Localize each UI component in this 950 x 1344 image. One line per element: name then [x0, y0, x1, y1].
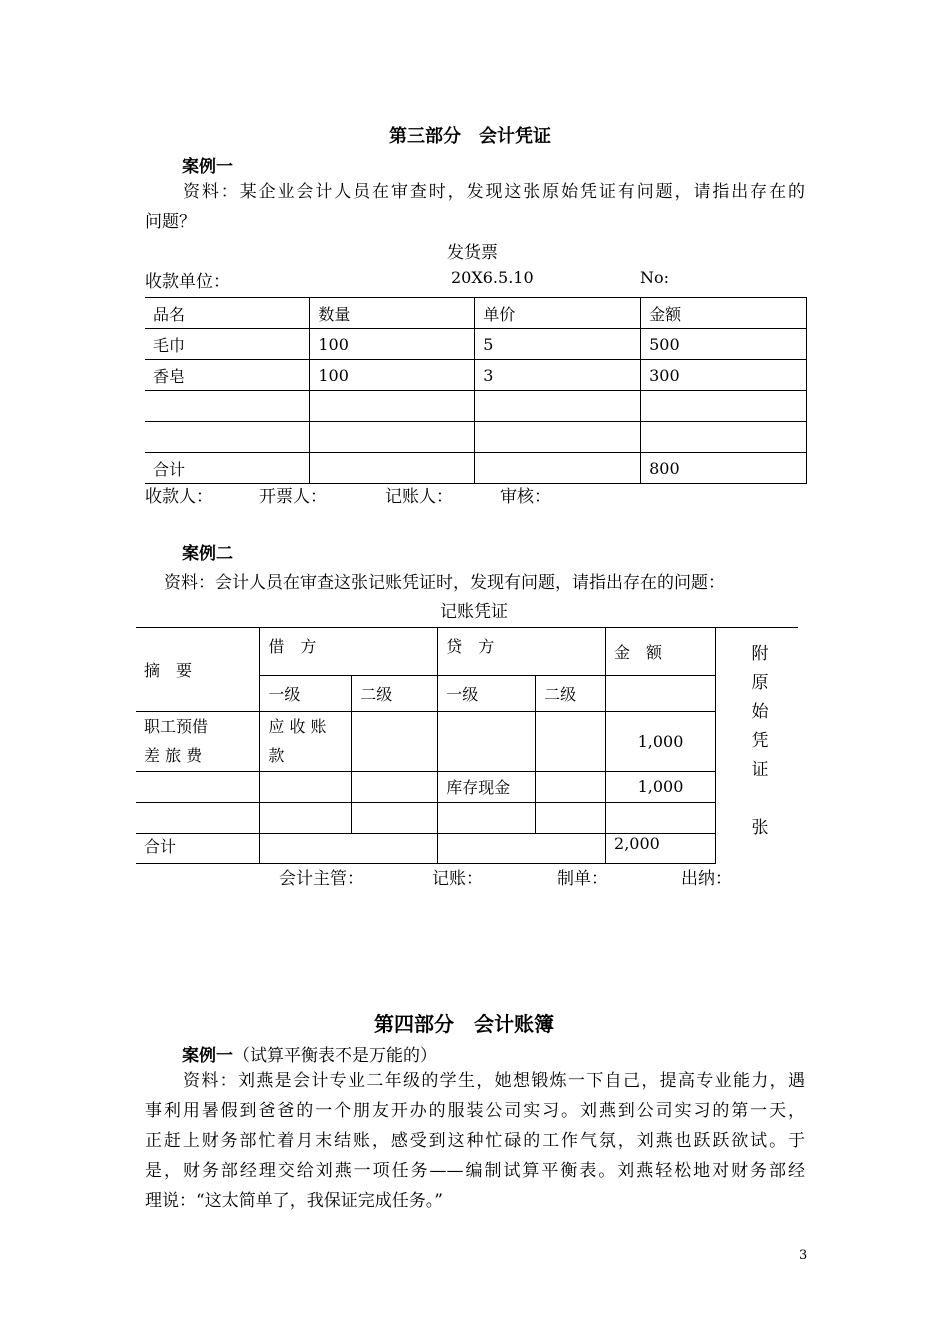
voucher-debit-line2: 款: [268, 746, 285, 765]
voucher-credit-cell: 库存现金: [438, 771, 536, 802]
voucher-debit-line1: 应 收 账: [268, 717, 327, 736]
voucher-credit-level2: 二级: [536, 675, 606, 711]
paragraph-line: 资料：刘燕是会计专业二年级的学生，她想锻炼一下自己，提高专业能力，遇: [183, 1071, 805, 1091]
invoice-cell: 5: [475, 329, 641, 360]
invoice-cell: [310, 391, 475, 422]
attach-char: 附: [751, 644, 769, 664]
invoice-title: 发货票: [447, 243, 498, 263]
attach-char: 证: [751, 760, 769, 780]
invoice-cell: 3: [475, 360, 641, 391]
paragraph-line: 正赶上财务部忙着月末结账，感受到这种忙碌的工作气氛，刘燕也跃跃欲试。于: [145, 1131, 805, 1151]
voucher-cell: [606, 802, 716, 833]
voucher-cell: [438, 711, 536, 771]
voucher-row: [136, 711, 716, 771]
invoice-cell: 300: [641, 360, 807, 391]
invoice-header-cell: 数量: [310, 298, 475, 329]
invoice-cell: [310, 422, 475, 453]
voucher-cell: [260, 771, 352, 802]
attach-char: 凭: [751, 731, 769, 751]
invoice-cell: [310, 453, 475, 484]
voucher-footer-bookkeeping: 记账：: [432, 869, 483, 889]
invoice-cell: 800: [641, 453, 807, 484]
voucher-cell: [536, 771, 606, 802]
part3-case1-label: 案例一: [182, 157, 233, 177]
invoice-footer-issuer: 开票人：: [259, 487, 327, 507]
invoice-cell: 500: [641, 329, 807, 360]
voucher-footer-cashier: 出纳：: [681, 869, 732, 889]
attach-char: 原: [751, 673, 769, 693]
voucher-amount-cell: 1,000: [606, 771, 716, 802]
part4-case1-heading: [182, 1041, 437, 1066]
voucher-cell: [260, 833, 438, 863]
part4-case1-label: 案例一: [182, 1046, 233, 1066]
paragraph-line: 事利用暑假到爸爸的一个朋友开办的服装公司实习。刘燕到公司实习的第一天，: [145, 1101, 805, 1121]
case1-desc-line1: 资料：某企业会计人员在审查时，发现这张原始凭证有问题，请指出存在的: [183, 182, 805, 202]
voucher-total-amount: 2,000: [606, 833, 716, 863]
attach-char: [750, 785, 770, 814]
invoice-row: [145, 329, 807, 360]
invoice-cell: [641, 422, 807, 453]
voucher-amount-header: 金 额: [606, 628, 716, 675]
voucher-cell: [438, 833, 606, 863]
paragraph-line: 理说：“这太简单了，我保证完成任务。”: [145, 1191, 443, 1211]
invoice-footer-receiver: 收款人：: [145, 487, 213, 507]
invoice-date: 20X6.5.10: [451, 268, 534, 287]
invoice-cell: [475, 453, 641, 484]
case1-desc-line2: 问题？: [145, 212, 196, 232]
voucher-footer-supervisor: 会计主管：: [279, 869, 364, 889]
voucher-cell: [136, 802, 260, 833]
invoice-header-cell: 品名: [145, 298, 310, 329]
invoice-footer-reviewer: 审核：: [500, 487, 551, 507]
voucher-title: 记账凭证: [440, 602, 508, 622]
voucher-debit-level1: 一级: [260, 675, 352, 711]
part3-case2-description: 资料：会计人员在审查这张记账凭证时，发现有问题，请指出存在的问题：: [164, 573, 725, 593]
invoice-cell: 100: [310, 360, 475, 391]
invoice-cell: 合计: [145, 453, 310, 484]
invoice-cell: [145, 422, 310, 453]
part3-title: 第三部分 会计凭证: [389, 126, 551, 147]
invoice-cell: [145, 391, 310, 422]
voucher-total-label: 合计: [136, 833, 260, 863]
voucher-total-row: [136, 833, 716, 863]
attach-char: 张: [751, 818, 769, 838]
invoice-row: [145, 391, 807, 422]
invoice-cell: 100: [310, 329, 475, 360]
voucher-row: [136, 771, 716, 802]
voucher-cell: [260, 802, 352, 833]
voucher-summary-cell: [136, 711, 260, 771]
voucher-summary-line1: 职工预借: [144, 717, 209, 736]
voucher-debit-header: 借 方: [260, 628, 438, 675]
paragraph-line: 是，财务部经理交给刘燕一项任务——编制试算平衡表。刘燕轻松地对财务部经: [145, 1161, 805, 1181]
voucher-cell: [136, 771, 260, 802]
invoice-cell: [475, 422, 641, 453]
voucher-credit-header: 贷 方: [438, 628, 606, 675]
attach-char: 始: [751, 702, 769, 722]
invoice-footer-bookkeeper: 记账人：: [385, 487, 453, 507]
voucher-cell: [352, 771, 438, 802]
voucher-cell: [438, 802, 536, 833]
part3-case1-description: [145, 177, 805, 237]
part4-case1-paragraph: [145, 1066, 805, 1216]
voucher-table: [136, 628, 716, 864]
invoice-payee-label: 收款单位：: [145, 272, 230, 292]
voucher-amount-cell: 1,000: [606, 711, 716, 771]
invoice-row: [145, 422, 807, 453]
invoice-cell: 香皂: [145, 360, 310, 391]
part4-title: 第四部分 会计账簿: [374, 1012, 554, 1036]
voucher-debit-cell: [260, 711, 352, 771]
voucher-header-row: [136, 628, 716, 675]
invoice-cell: [475, 391, 641, 422]
voucher-cell: [536, 711, 606, 771]
invoice-cell: 毛巾: [145, 329, 310, 360]
invoice-header-cell: 金额: [641, 298, 807, 329]
invoice-row: [145, 360, 807, 391]
voucher-amount-blank: [606, 675, 716, 711]
part4-case1-note: （试算平衡表不是万能的）: [233, 1046, 437, 1066]
voucher-credit-level1: 一级: [438, 675, 536, 711]
voucher-summary-header: 摘 要: [136, 628, 260, 711]
voucher-footer-preparer: 制单：: [557, 869, 608, 889]
voucher-row: [136, 802, 716, 833]
invoice-number-label: No:: [640, 268, 670, 287]
invoice-cell: [641, 391, 807, 422]
invoice-table: [145, 297, 807, 484]
voucher-summary-line2: 差 旅 费: [144, 746, 203, 765]
voucher-cell: [352, 802, 438, 833]
voucher-debit-level2: 二级: [352, 675, 438, 711]
voucher-attachment-label: [750, 640, 770, 843]
part3-case2-label: 案例二: [182, 544, 233, 564]
invoice-header-cell: 单价: [475, 298, 641, 329]
invoice-header-row: [145, 298, 807, 329]
voucher-cell: [536, 802, 606, 833]
page-number: 3: [799, 1248, 808, 1263]
invoice-total-row: [145, 453, 807, 484]
voucher-cell: [352, 711, 438, 771]
